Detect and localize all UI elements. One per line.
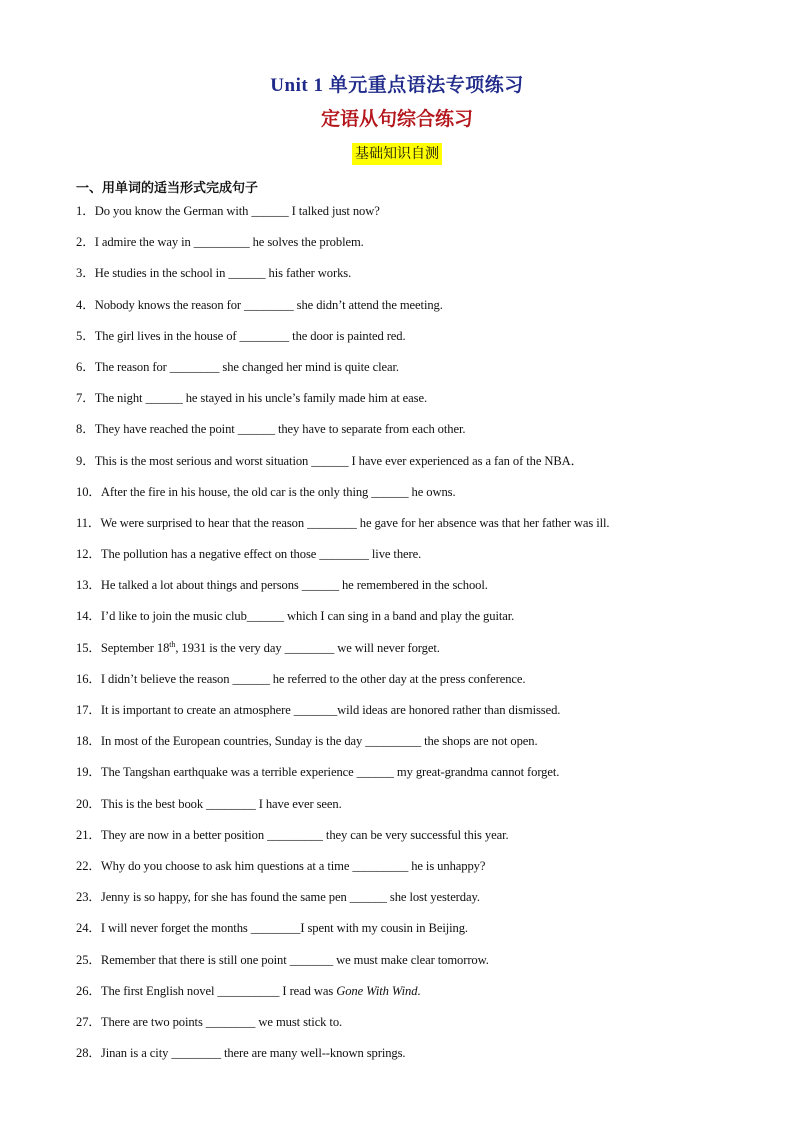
- question-item: [76, 697, 726, 728]
- question-item: [76, 229, 726, 260]
- question-number: 16．: [76, 671, 101, 686]
- question-number: 4．: [76, 297, 95, 312]
- question-text: Do you know the German with ______ I talked just now?: [94, 204, 380, 218]
- question-number: 22．: [76, 858, 101, 873]
- question-number: 23．: [76, 890, 101, 905]
- question-item: [76, 323, 726, 354]
- question-text: Jenny is so happy, for she has found the same pen ______ she lost yesterday.: [100, 890, 480, 905]
- question-item: [76, 791, 726, 822]
- question-number: 10．: [76, 484, 101, 499]
- question-number: 14．: [76, 609, 101, 624]
- question-number: 25．: [76, 952, 101, 967]
- question-number: 17．: [76, 703, 101, 717]
- question-text: , 1931 is the very day ________ we will never forget.: [175, 640, 440, 655]
- book-title: Gone With Wind: [336, 983, 418, 998]
- question-number: 3．: [76, 266, 95, 281]
- question-item: [76, 354, 726, 385]
- question-number: 24．: [76, 921, 101, 936]
- question-text: September 18: [100, 640, 170, 655]
- section-badge: 基础知识自测: [352, 143, 442, 165]
- question-number: 19．: [76, 765, 101, 780]
- question-item: [76, 572, 726, 603]
- question-number: 6．: [76, 359, 95, 374]
- question-text: There are two points ________ we must stick to.: [100, 1014, 343, 1029]
- question-item: [76, 292, 726, 323]
- question-text: Jinan is a city ________ there are many well--known springs.: [100, 1046, 406, 1061]
- question-text: I admire the way in _________ he solves the problem.: [94, 235, 364, 250]
- question-number: 1．: [76, 204, 95, 218]
- question-number: 7．: [76, 391, 95, 406]
- question-item: [76, 915, 726, 946]
- question-text: I’d like to join the music club______ which I can sing in a band and play the guitar.: [100, 609, 515, 624]
- question-number: 18．: [76, 734, 101, 749]
- question-number: 21．: [76, 827, 101, 842]
- question-text: The night ______ he stayed in his uncle’s family made him at ease.: [94, 391, 428, 406]
- question-item: [76, 978, 726, 1009]
- question-text: The first English novel __________ I read was: [100, 983, 337, 998]
- question-text: They have reached the point ______ they have to separate from each other.: [94, 422, 466, 437]
- question-item: [76, 603, 726, 634]
- question-item: [76, 759, 726, 790]
- question-text: Nobody knows the reason for ________ she didn’t attend the meeting.: [94, 297, 443, 312]
- question-text: The reason for ________ she changed her mind is quite clear.: [94, 359, 399, 374]
- question-number: 20．: [76, 796, 101, 811]
- question-text: The pollution has a negative effect on those ________ live there.: [100, 547, 422, 562]
- question-text: I didn’t believe the reason ______ he referred to the other day at the press conference.: [100, 671, 526, 686]
- question-item: [76, 416, 726, 447]
- question-text: .: [417, 983, 421, 998]
- badge-container: [0, 143, 794, 165]
- question-item: [76, 385, 726, 416]
- question-item: [76, 666, 726, 697]
- question-item: [76, 510, 726, 541]
- question-item: [76, 853, 726, 884]
- question-item: [76, 448, 726, 479]
- question-text: They are now in a better position _________ they can be very successful this year.: [100, 827, 509, 842]
- question-item: [76, 635, 726, 666]
- question-text: The girl lives in the house of ________ the door is painted red.: [94, 328, 406, 343]
- question-item: [76, 479, 726, 510]
- question-text: The Tangshan earthquake was a terrible experience ______ my great-grandma cannot forget.: [100, 765, 560, 780]
- question-number: 2．: [76, 235, 95, 250]
- superscript-text: th: [169, 639, 176, 649]
- question-item: [76, 541, 726, 572]
- question-number: 12．: [76, 547, 101, 562]
- question-item: [76, 728, 726, 759]
- question-list: [76, 198, 726, 1071]
- question-item: [76, 260, 726, 291]
- question-text: In most of the European countries, Sunday is the day _________ the shops are not open.: [100, 734, 538, 749]
- question-text: We were surprised to hear that the reason ________ he gave for her absence was that her father was ill.: [100, 515, 610, 530]
- question-number: 15．: [76, 640, 101, 655]
- question-number: 26．: [76, 983, 101, 998]
- question-item: [76, 884, 726, 915]
- question-text: He talked a lot about things and persons ______ he remembered in the school.: [100, 578, 488, 593]
- question-text: Remember that there is still one point _______ we must make clear tomorrow.: [100, 952, 489, 967]
- question-text: After the fire in his house, the old car is the only thing ______ he owns.: [100, 484, 456, 499]
- question-number: 11．: [76, 515, 101, 530]
- question-text: Why do you choose to ask him questions at a time _________ he is unhappy?: [100, 858, 486, 873]
- question-item: [76, 822, 726, 853]
- question-text: He studies in the school in ______ his father works.: [94, 266, 352, 281]
- question-text: This is the most serious and worst situation ______ I have ever experienced as a fan of the NBA．: [94, 453, 584, 468]
- question-text: It is important to create an atmosphere _______wild ideas are honored rather than dismissed.: [100, 703, 561, 717]
- question-number: 9．: [76, 453, 95, 468]
- question-text: I will never forget the months ________I spent with my cousin in Beijing.: [100, 921, 468, 936]
- question-item: [76, 198, 726, 229]
- question-text: This is the best book ________ I have ever seen.: [100, 796, 342, 811]
- question-item: [76, 1009, 726, 1040]
- question-number: 28．: [76, 1046, 101, 1061]
- page-subtitle: 定语从句综合练习: [320, 108, 473, 130]
- question-item: [76, 1040, 726, 1071]
- question-number: 5．: [76, 328, 95, 343]
- question-number: 8．: [76, 422, 95, 437]
- page-title: Unit 1 单元重点语法专项练习: [270, 75, 524, 96]
- question-number: 13．: [76, 578, 101, 593]
- question-item: [76, 947, 726, 978]
- section-heading: 一、用单词的适当形式完成句子: [76, 181, 259, 196]
- question-number: 27．: [76, 1014, 101, 1029]
